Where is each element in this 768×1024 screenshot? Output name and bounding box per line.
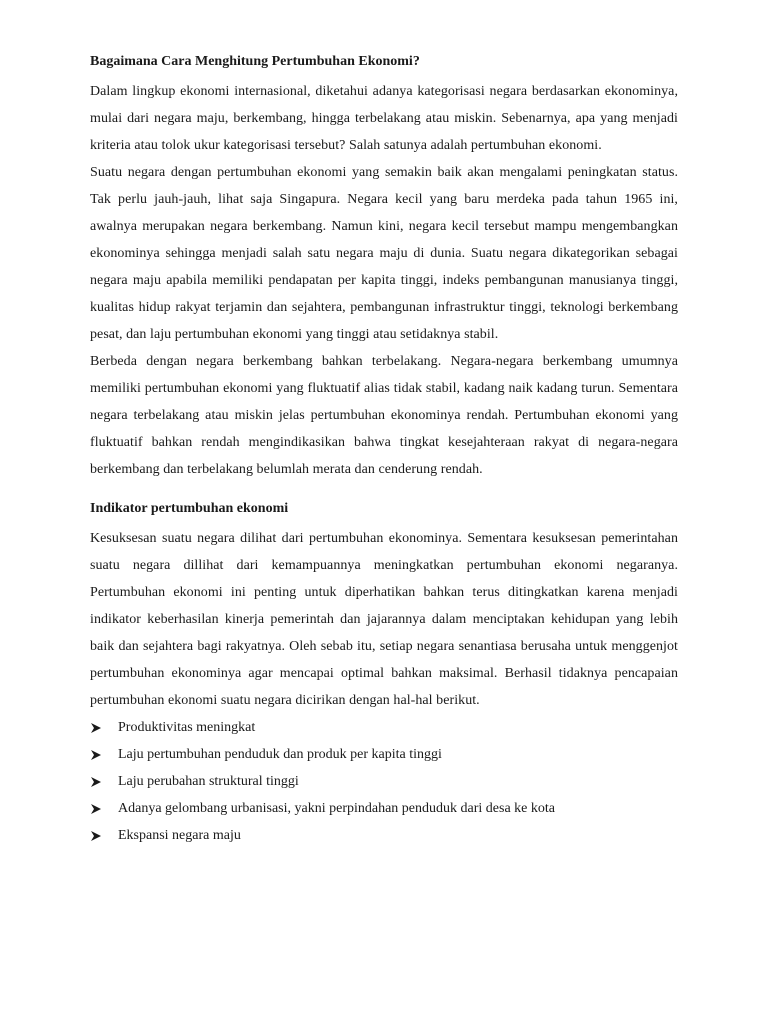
paragraph-singapura: Suatu negara dengan pertumbuhan ekonomi yang semakin baik akan mengalami peningkatan status. Tak perlu jauh-jauh, lihat saja Singapura. Negara kecil yang baru merdeka pada tahun 1965 ini, awalnya merupakan negara berkembang. Namun kini, negara kecil tersebut mampu mengembangkan ekonominya sehingga menjadi salah satu negara maju di dunia. Suatu negara dikategorikan sebagai negara maju apabila memiliki pendapatan per kapita tinggi, indeks pembangunan manusianya tinggi, kualitas hidup rakyat terjamin dan sejahtera, pembangunan infrastruktur tinggi, teknologi berkembang pesat, dan laju pertumbuhan ekonomi yang tinggi atau setidaknya stabil. bbox=[90, 165, 678, 342]
list-item bbox=[90, 714, 678, 741]
paragraph-kesuksesan: Kesuksesan suatu negara dilihat dari pertumbuhan ekonominya. Sementara kesuksesan pemerintahan suatu negara dillihat dari kemampuannya meningkatkan pertumbuhan ekonomi negaranya. Pertumbuhan ekonomi ini penting untuk diperhatikan bahkan terus ditingkatkan karena menjadi indikator keberhasilan kinerja pemerintah dan jajarannya dalam menciptakan kehidupan yang lebih baik dan sejahtera bagi rakyatnya. Oleh sebab itu, setiap negara senantiasa berusaha untuk menggenjot pertumbuhan ekonominya agar mencapai optimal bahkan maksimal. Berhasil tidaknya pencapaian pertumbuhan ekonomi suatu negara dicirikan dengan hal-hal berikut. bbox=[90, 531, 678, 708]
arrowhead-bullet-icon bbox=[90, 741, 104, 768]
section-heading-indikator: Indikator pertumbuhan ekonomi bbox=[90, 501, 289, 516]
list-item-text: Ekspansi negara maju bbox=[118, 828, 241, 843]
list-item bbox=[90, 768, 678, 795]
list-item bbox=[90, 795, 678, 822]
paragraph-negara-berkembang: Berbeda dengan negara berkembang bahkan terbelakang. Negara-negara berkembang umumnya memiliki pertumbuhan ekonomi yang fluktuatif alias tidak stabil, kadang naik kadang turun. Sementara negara terbelakang atau miskin jelas pertumbuhan ekonominya rendah. Pertumbuhan ekonomi yang fluktuatif bahkan rendah mengindikasikan bahwa tingkat kesejahteraan rakyat di negara-negara berkembang dan terbelakang belumlah merata dan cenderung rendah. bbox=[90, 354, 678, 477]
list-item-text: Laju pertumbuhan penduduk dan produk per kapita tinggi bbox=[118, 747, 442, 762]
indicator-list bbox=[90, 714, 678, 849]
arrowhead-bullet-icon bbox=[90, 795, 104, 822]
arrowhead-bullet-icon bbox=[90, 822, 104, 849]
list-item bbox=[90, 741, 678, 768]
section-heading-cara-menghitung: Bagaimana Cara Menghitung Pertumbuhan Ekonomi? bbox=[90, 54, 420, 69]
list-item-text: Adanya gelombang urbanisasi, yakni perpindahan penduduk dari desa ke kota bbox=[118, 801, 555, 816]
list-item-text: Produktivitas meningkat bbox=[118, 720, 256, 735]
list-item bbox=[90, 822, 678, 849]
paragraph-intro: Dalam lingkup ekonomi internasional, diketahui adanya kategorisasi negara berdasarkan ekonominya, mulai dari negara maju, berkembang, hingga terbelakang atau miskin. Sebenarnya, apa yang menjadi kriteria atau tolok ukur kategorisasi tersebut? Salah satunya adalah pertumbuhan ekonomi. bbox=[90, 84, 678, 153]
arrowhead-bullet-icon bbox=[90, 768, 104, 795]
list-item-text: Laju perubahan struktural tinggi bbox=[118, 774, 299, 789]
arrowhead-bullet-icon bbox=[90, 714, 104, 741]
